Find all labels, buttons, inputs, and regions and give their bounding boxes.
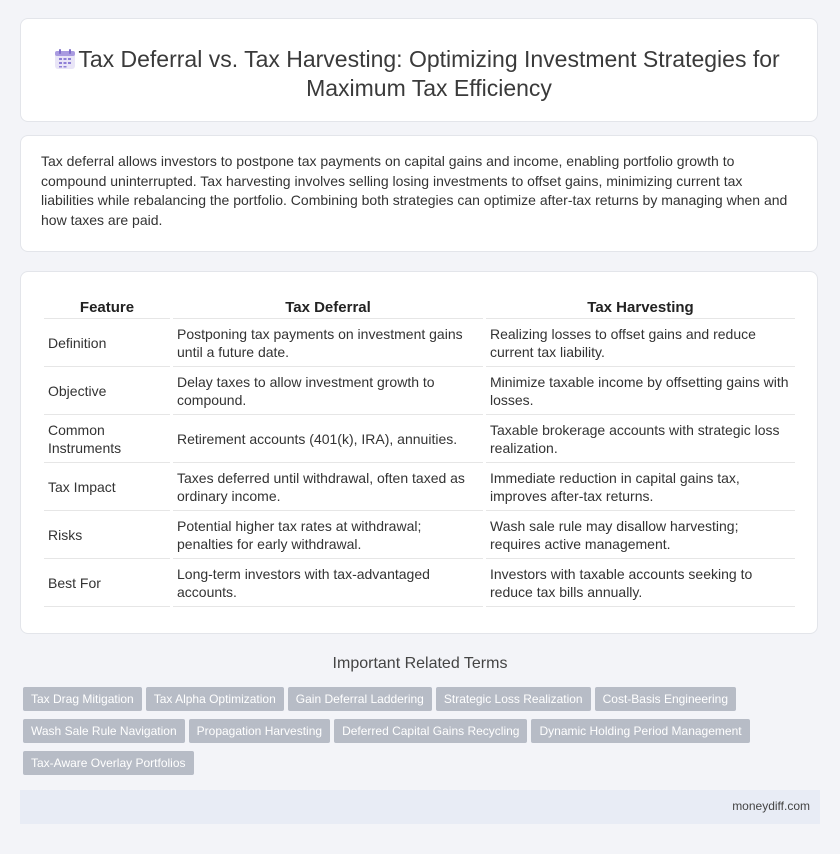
related-term-tag[interactable]: Tax-Aware Overlay Portfolios bbox=[23, 751, 194, 775]
feature-cell: Objective bbox=[44, 367, 170, 415]
comparison-table bbox=[41, 296, 798, 607]
deferral-cell: Delay taxes to allow investment growth to compound. bbox=[173, 367, 483, 415]
harvesting-cell: Minimize taxable income by offsetting gains with losses. bbox=[486, 367, 795, 415]
related-term-tag[interactable]: Tax Alpha Optimization bbox=[146, 687, 284, 711]
feature-cell: Best For bbox=[44, 559, 170, 607]
related-term-tag[interactable]: Wash Sale Rule Navigation bbox=[23, 719, 185, 743]
footer-site-link[interactable]: moneydiff.com bbox=[732, 799, 810, 813]
deferral-cell: Postponing tax payments on investment gains until a future date. bbox=[173, 319, 483, 367]
table-header-row bbox=[44, 296, 795, 319]
harvesting-cell: Wash sale rule may disallow harvesting; requires active management. bbox=[486, 511, 795, 559]
feature-cell: Risks bbox=[44, 511, 170, 559]
related-terms-title: Important Related Terms bbox=[332, 655, 508, 672]
header-feature: Feature bbox=[44, 296, 170, 319]
header-tax-harvesting: Tax Harvesting bbox=[486, 296, 795, 319]
related-term-tag[interactable]: Gain Deferral Laddering bbox=[288, 687, 432, 711]
table-row bbox=[44, 319, 795, 367]
deferral-cell: Potential higher tax rates at withdrawal; penalties for early withdrawal. bbox=[173, 511, 483, 559]
page-title: Tax Deferral vs. Tax Harvesting: Optimizing Investment Strategies for Maximum Tax Efficiency bbox=[78, 46, 780, 101]
harvesting-cell: Investors with taxable accounts seeking to reduce tax bills annually. bbox=[486, 559, 795, 607]
feature-cell: Common Instruments bbox=[44, 415, 170, 463]
harvesting-cell: Realizing losses to offset gains and reduce current tax liability. bbox=[486, 319, 795, 367]
related-terms-list bbox=[23, 687, 803, 783]
feature-cell: Tax Impact bbox=[44, 463, 170, 511]
deferral-cell: Retirement accounts (401(k), IRA), annuities. bbox=[173, 415, 483, 463]
related-term-tag[interactable]: Tax Drag Mitigation bbox=[23, 687, 142, 711]
intro-paragraph: Tax deferral allows investors to postpone tax payments on capital gains and income, enabling portfolio growth to compound uninterrupted. Tax harvesting involves selling losing investments to offset gains, minimizing current tax liabilities while rebalancing the portfolio. Combining both strategies can optimize after-tax returns by managing when and how taxes are paid. bbox=[41, 153, 788, 228]
related-term-tag[interactable]: Propagation Harvesting bbox=[189, 719, 330, 743]
related-term-tag[interactable]: Deferred Capital Gains Recycling bbox=[334, 719, 527, 743]
related-term-tag[interactable]: Cost-Basis Engineering bbox=[595, 687, 736, 711]
feature-cell: Definition bbox=[44, 319, 170, 367]
related-term-tag[interactable]: Dynamic Holding Period Management bbox=[531, 719, 749, 743]
harvesting-cell: Immediate reduction in capital gains tax, improves after-tax returns. bbox=[486, 463, 795, 511]
footer bbox=[20, 790, 820, 824]
harvesting-cell: Taxable brokerage accounts with strategic loss realization. bbox=[486, 415, 795, 463]
header-tax-deferral: Tax Deferral bbox=[173, 296, 483, 319]
table-row bbox=[44, 463, 795, 511]
table-row bbox=[44, 367, 795, 415]
deferral-cell: Taxes deferred until withdrawal, often taxed as ordinary income. bbox=[173, 463, 483, 511]
deferral-cell: Long-term investors with tax-advantaged accounts. bbox=[173, 559, 483, 607]
comparison-card bbox=[20, 271, 818, 634]
table-row bbox=[44, 559, 795, 607]
related-term-tag[interactable]: Strategic Loss Realization bbox=[436, 687, 591, 711]
table-row bbox=[44, 415, 795, 463]
title-card bbox=[20, 18, 818, 122]
intro-card bbox=[20, 135, 818, 252]
table-row bbox=[44, 511, 795, 559]
